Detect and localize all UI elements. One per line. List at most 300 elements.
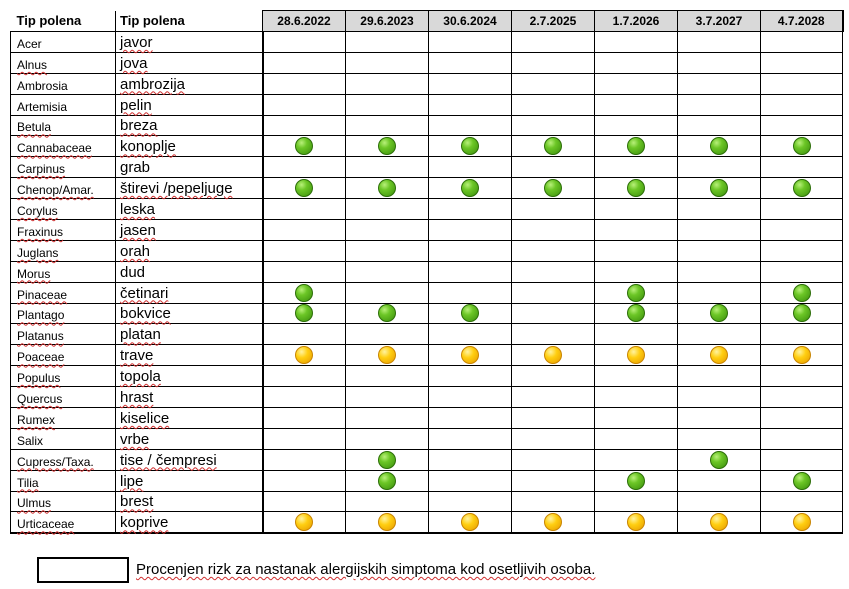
header-date: 4.7.2028 bbox=[761, 11, 843, 32]
risk-cell bbox=[346, 408, 429, 429]
table-row bbox=[11, 94, 843, 115]
latin-name: Plantago bbox=[17, 308, 65, 323]
risk-cell bbox=[346, 428, 429, 449]
risk-cell bbox=[512, 220, 595, 241]
local-name-cell bbox=[116, 261, 263, 282]
risk-cell bbox=[512, 136, 595, 157]
risk-cell bbox=[346, 491, 429, 512]
risk-cell bbox=[595, 73, 678, 94]
green-risk-dot-icon bbox=[378, 304, 396, 322]
latin-name-cell bbox=[11, 261, 116, 282]
risk-cell bbox=[263, 428, 346, 449]
local-name-cell bbox=[116, 220, 263, 241]
risk-cell bbox=[263, 73, 346, 94]
risk-cell bbox=[429, 366, 512, 387]
local-name-cell bbox=[116, 345, 263, 366]
risk-cell bbox=[346, 94, 429, 115]
risk-cell bbox=[263, 491, 346, 512]
yellow-risk-dot-icon bbox=[378, 513, 396, 531]
green-risk-dot-icon bbox=[710, 137, 728, 155]
green-risk-dot-icon bbox=[461, 137, 479, 155]
latin-name: Juglans bbox=[17, 245, 59, 260]
risk-cell bbox=[595, 428, 678, 449]
table-row bbox=[11, 52, 843, 73]
risk-cell bbox=[263, 157, 346, 178]
local-name: orah bbox=[120, 242, 151, 260]
risk-cell bbox=[512, 115, 595, 136]
risk-cell bbox=[512, 32, 595, 53]
risk-cell bbox=[263, 220, 346, 241]
latin-name-cell bbox=[11, 115, 116, 136]
risk-cell bbox=[678, 220, 761, 241]
risk-cell bbox=[761, 261, 843, 282]
risk-cell bbox=[263, 449, 346, 470]
latin-name-cell bbox=[11, 470, 116, 491]
risk-cell bbox=[595, 512, 678, 533]
risk-cell bbox=[761, 220, 843, 241]
latin-name-cell bbox=[11, 73, 116, 94]
latin-name: Ambrosia bbox=[17, 78, 68, 93]
table-row bbox=[11, 220, 843, 241]
risk-cell bbox=[678, 366, 761, 387]
local-name: četinari bbox=[120, 284, 169, 302]
risk-cell bbox=[678, 261, 761, 282]
risk-cell bbox=[761, 366, 843, 387]
risk-cell bbox=[346, 282, 429, 303]
risk-cell bbox=[263, 32, 346, 53]
risk-cell bbox=[429, 136, 512, 157]
local-name-cell bbox=[116, 32, 263, 53]
latin-name-cell bbox=[11, 366, 116, 387]
green-risk-dot-icon bbox=[461, 179, 479, 197]
local-name-cell bbox=[116, 428, 263, 449]
risk-cell bbox=[595, 32, 678, 53]
risk-cell bbox=[346, 261, 429, 282]
yellow-risk-dot-icon bbox=[295, 346, 313, 364]
latin-name-cell bbox=[11, 428, 116, 449]
risk-cell bbox=[595, 408, 678, 429]
risk-cell bbox=[512, 52, 595, 73]
header-row bbox=[11, 11, 843, 32]
latin-name: Poaceae bbox=[17, 350, 65, 365]
risk-cell bbox=[429, 324, 512, 345]
risk-cell bbox=[512, 428, 595, 449]
latin-name-cell bbox=[11, 220, 116, 241]
risk-cell bbox=[595, 136, 678, 157]
risk-cell bbox=[761, 491, 843, 512]
risk-cell bbox=[512, 240, 595, 261]
risk-cell bbox=[512, 408, 595, 429]
green-risk-dot-icon bbox=[710, 451, 728, 469]
risk-cell bbox=[761, 199, 843, 220]
header-date: 2.7.2025 bbox=[512, 11, 595, 32]
risk-cell bbox=[595, 157, 678, 178]
risk-cell bbox=[595, 387, 678, 408]
risk-cell bbox=[678, 428, 761, 449]
local-name: koprive bbox=[120, 514, 169, 532]
local-name-cell bbox=[116, 408, 263, 429]
risk-cell bbox=[429, 220, 512, 241]
risk-cell bbox=[761, 512, 843, 533]
table-row bbox=[11, 449, 843, 470]
header-local-name: Tip polena bbox=[116, 11, 263, 32]
risk-cell bbox=[263, 94, 346, 115]
local-name: trave bbox=[120, 347, 154, 365]
risk-cell bbox=[595, 303, 678, 324]
latin-name: Platanus bbox=[17, 329, 64, 344]
green-risk-dot-icon bbox=[793, 472, 811, 490]
green-risk-dot-icon bbox=[295, 284, 313, 302]
table-row bbox=[11, 345, 843, 366]
header-date: 28.6.2022 bbox=[263, 11, 346, 32]
risk-cell bbox=[678, 115, 761, 136]
latin-name: Fraxinus bbox=[17, 224, 64, 239]
risk-cell bbox=[678, 240, 761, 261]
risk-cell bbox=[678, 136, 761, 157]
risk-cell bbox=[761, 428, 843, 449]
latin-name-cell bbox=[11, 240, 116, 261]
risk-cell bbox=[263, 240, 346, 261]
risk-cell bbox=[761, 324, 843, 345]
yellow-risk-dot-icon bbox=[544, 513, 562, 531]
local-name-cell bbox=[116, 157, 263, 178]
table-row bbox=[11, 240, 843, 261]
latin-name: Chenop/Amar. bbox=[17, 183, 94, 198]
risk-cell bbox=[761, 449, 843, 470]
risk-cell bbox=[429, 157, 512, 178]
green-risk-dot-icon bbox=[793, 304, 811, 322]
latin-name: Cannabaceae bbox=[17, 141, 92, 156]
local-name-cell bbox=[116, 324, 263, 345]
green-risk-dot-icon bbox=[710, 179, 728, 197]
latin-name: Acer bbox=[17, 36, 42, 51]
local-name-cell bbox=[116, 94, 263, 115]
table-row bbox=[11, 408, 843, 429]
risk-cell bbox=[346, 387, 429, 408]
risk-cell bbox=[678, 157, 761, 178]
local-name-cell bbox=[116, 178, 263, 199]
local-name-cell bbox=[116, 303, 263, 324]
risk-cell bbox=[346, 366, 429, 387]
risk-cell bbox=[263, 303, 346, 324]
local-name: lipe bbox=[120, 472, 144, 490]
local-name: bokvice bbox=[120, 305, 171, 323]
risk-cell bbox=[263, 470, 346, 491]
risk-cell bbox=[429, 199, 512, 220]
green-risk-dot-icon bbox=[627, 284, 645, 302]
local-name-cell bbox=[116, 366, 263, 387]
risk-cell bbox=[678, 303, 761, 324]
latin-name: Populus bbox=[17, 371, 61, 386]
latin-name: Pinaceae bbox=[17, 287, 68, 302]
risk-cell bbox=[263, 387, 346, 408]
green-risk-dot-icon bbox=[627, 304, 645, 322]
risk-cell bbox=[512, 387, 595, 408]
table-row bbox=[11, 73, 843, 94]
risk-cell bbox=[595, 449, 678, 470]
green-risk-dot-icon bbox=[793, 284, 811, 302]
risk-cell bbox=[678, 408, 761, 429]
risk-cell bbox=[429, 470, 512, 491]
risk-cell bbox=[595, 52, 678, 73]
risk-cell bbox=[346, 512, 429, 533]
legend-label: Procenjen rizk za nastanak alergijskih simptoma kod osetljivih osoba. bbox=[136, 561, 596, 578]
risk-cell bbox=[429, 303, 512, 324]
risk-cell bbox=[429, 512, 512, 533]
latin-name-cell bbox=[11, 345, 116, 366]
green-risk-dot-icon bbox=[378, 451, 396, 469]
risk-cell bbox=[678, 324, 761, 345]
local-name-cell bbox=[116, 240, 263, 261]
yellow-risk-dot-icon bbox=[544, 346, 562, 364]
local-name: brest bbox=[120, 493, 154, 511]
local-name-cell bbox=[116, 512, 263, 533]
local-name-cell bbox=[116, 73, 263, 94]
risk-cell bbox=[678, 199, 761, 220]
latin-name-cell bbox=[11, 32, 116, 53]
green-risk-dot-icon bbox=[378, 179, 396, 197]
risk-cell bbox=[595, 324, 678, 345]
risk-cell bbox=[346, 178, 429, 199]
risk-cell bbox=[263, 324, 346, 345]
latin-name: Tilia bbox=[17, 475, 39, 490]
local-name: grab bbox=[120, 159, 151, 177]
local-name: ambrozija bbox=[120, 75, 186, 93]
risk-cell bbox=[761, 282, 843, 303]
risk-cell bbox=[595, 240, 678, 261]
risk-cell bbox=[761, 52, 843, 73]
risk-cell bbox=[346, 157, 429, 178]
risk-cell bbox=[429, 491, 512, 512]
latin-name: Ulmus bbox=[17, 496, 52, 511]
latin-name: Cupress/Taxa. bbox=[17, 454, 94, 469]
risk-cell bbox=[429, 387, 512, 408]
local-name-cell bbox=[116, 136, 263, 157]
risk-cell bbox=[678, 470, 761, 491]
risk-cell bbox=[678, 94, 761, 115]
local-name: jasen bbox=[120, 221, 156, 239]
risk-cell bbox=[512, 345, 595, 366]
local-name: pelin bbox=[120, 96, 152, 114]
header-date: 3.7.2027 bbox=[678, 11, 761, 32]
header-date: 1.7.2026 bbox=[595, 11, 678, 32]
risk-cell bbox=[429, 52, 512, 73]
pollen-risk-table bbox=[10, 10, 844, 534]
latin-name-cell bbox=[11, 199, 116, 220]
table-row bbox=[11, 115, 843, 136]
risk-cell bbox=[346, 345, 429, 366]
table-row bbox=[11, 178, 843, 199]
risk-cell bbox=[512, 94, 595, 115]
table-row bbox=[11, 136, 843, 157]
table-row bbox=[11, 387, 843, 408]
risk-cell bbox=[429, 345, 512, 366]
yellow-risk-dot-icon bbox=[793, 513, 811, 531]
risk-cell bbox=[346, 324, 429, 345]
risk-cell bbox=[263, 136, 346, 157]
risk-cell bbox=[429, 449, 512, 470]
risk-cell bbox=[512, 73, 595, 94]
green-risk-dot-icon bbox=[378, 137, 396, 155]
risk-cell bbox=[429, 408, 512, 429]
risk-cell bbox=[595, 178, 678, 199]
local-name: hrast bbox=[120, 389, 154, 407]
green-risk-dot-icon bbox=[627, 472, 645, 490]
risk-cell bbox=[346, 220, 429, 241]
risk-cell bbox=[512, 512, 595, 533]
latin-name-cell bbox=[11, 491, 116, 512]
green-risk-dot-icon bbox=[544, 179, 562, 197]
risk-cell bbox=[263, 115, 346, 136]
risk-cell bbox=[346, 32, 429, 53]
latin-name-cell bbox=[11, 157, 116, 178]
latin-name: Urticaceae bbox=[17, 517, 75, 532]
risk-cell bbox=[512, 491, 595, 512]
latin-name-cell bbox=[11, 512, 116, 533]
latin-name: Rumex bbox=[17, 412, 56, 427]
risk-cell bbox=[263, 512, 346, 533]
risk-cell bbox=[678, 32, 761, 53]
latin-name-cell bbox=[11, 324, 116, 345]
risk-cell bbox=[512, 157, 595, 178]
local-name: dud bbox=[120, 263, 146, 281]
risk-cell bbox=[263, 366, 346, 387]
latin-name-cell bbox=[11, 94, 116, 115]
risk-cell bbox=[678, 52, 761, 73]
green-risk-dot-icon bbox=[627, 179, 645, 197]
risk-cell bbox=[761, 240, 843, 261]
risk-cell bbox=[512, 199, 595, 220]
risk-cell bbox=[346, 303, 429, 324]
header-date: 29.6.2023 bbox=[346, 11, 429, 32]
latin-name-cell bbox=[11, 136, 116, 157]
risk-cell bbox=[595, 366, 678, 387]
risk-cell bbox=[429, 115, 512, 136]
local-name-cell bbox=[116, 449, 263, 470]
header-date: 30.6.2024 bbox=[429, 11, 512, 32]
risk-cell bbox=[761, 408, 843, 429]
table-row bbox=[11, 303, 843, 324]
risk-cell bbox=[429, 428, 512, 449]
table-row bbox=[11, 512, 843, 533]
latin-name: Artemisia bbox=[17, 99, 68, 114]
risk-cell bbox=[429, 178, 512, 199]
latin-name-cell bbox=[11, 408, 116, 429]
local-name: breza bbox=[120, 117, 158, 135]
local-name: konoplje bbox=[120, 138, 176, 156]
risk-cell bbox=[678, 491, 761, 512]
latin-name-cell bbox=[11, 449, 116, 470]
green-risk-dot-icon bbox=[378, 472, 396, 490]
local-name-cell bbox=[116, 115, 263, 136]
legend-swatch bbox=[37, 557, 129, 583]
risk-cell bbox=[595, 345, 678, 366]
risk-cell bbox=[761, 387, 843, 408]
risk-cell bbox=[512, 470, 595, 491]
risk-cell bbox=[346, 240, 429, 261]
local-name: tise / čempresi bbox=[120, 451, 217, 469]
yellow-risk-dot-icon bbox=[295, 513, 313, 531]
latin-name-cell bbox=[11, 303, 116, 324]
latin-name: Betula bbox=[17, 120, 52, 135]
risk-cell bbox=[346, 73, 429, 94]
risk-cell bbox=[512, 282, 595, 303]
risk-cell bbox=[678, 282, 761, 303]
local-name: platan bbox=[120, 326, 161, 344]
table-row bbox=[11, 366, 843, 387]
green-risk-dot-icon bbox=[461, 304, 479, 322]
green-risk-dot-icon bbox=[295, 179, 313, 197]
yellow-risk-dot-icon bbox=[793, 346, 811, 364]
risk-cell bbox=[346, 52, 429, 73]
table-row bbox=[11, 157, 843, 178]
table-row bbox=[11, 32, 843, 53]
latin-name: Salix bbox=[17, 433, 44, 448]
risk-cell bbox=[346, 449, 429, 470]
local-name: javor bbox=[120, 33, 153, 51]
risk-cell bbox=[263, 282, 346, 303]
yellow-risk-dot-icon bbox=[627, 346, 645, 364]
risk-cell bbox=[761, 73, 843, 94]
risk-cell bbox=[761, 157, 843, 178]
latin-name: Morus bbox=[17, 266, 51, 281]
local-name: jova bbox=[120, 54, 148, 72]
risk-cell bbox=[512, 324, 595, 345]
risk-cell bbox=[761, 32, 843, 53]
risk-cell bbox=[761, 470, 843, 491]
risk-cell bbox=[678, 512, 761, 533]
latin-name: Alnus bbox=[17, 57, 48, 72]
table-row bbox=[11, 491, 843, 512]
latin-name: Carpinus bbox=[17, 162, 66, 177]
local-name: kiselice bbox=[120, 409, 170, 427]
risk-cell bbox=[678, 178, 761, 199]
local-name-cell bbox=[116, 387, 263, 408]
latin-name: Quercus bbox=[17, 392, 63, 407]
risk-cell bbox=[595, 282, 678, 303]
local-name: leska bbox=[120, 201, 156, 219]
local-name-cell bbox=[116, 282, 263, 303]
risk-cell bbox=[429, 282, 512, 303]
risk-cell bbox=[429, 240, 512, 261]
green-risk-dot-icon bbox=[544, 137, 562, 155]
risk-cell bbox=[595, 470, 678, 491]
green-risk-dot-icon bbox=[793, 179, 811, 197]
risk-cell bbox=[263, 345, 346, 366]
risk-cell bbox=[761, 345, 843, 366]
risk-cell bbox=[429, 261, 512, 282]
local-name-cell bbox=[116, 491, 263, 512]
latin-name-cell bbox=[11, 387, 116, 408]
risk-cell bbox=[761, 178, 843, 199]
risk-cell bbox=[346, 115, 429, 136]
risk-cell bbox=[761, 136, 843, 157]
green-risk-dot-icon bbox=[627, 137, 645, 155]
risk-cell bbox=[263, 178, 346, 199]
risk-cell bbox=[678, 449, 761, 470]
risk-cell bbox=[263, 261, 346, 282]
risk-cell bbox=[429, 94, 512, 115]
yellow-risk-dot-icon bbox=[378, 346, 396, 364]
latin-name-cell bbox=[11, 282, 116, 303]
risk-cell bbox=[761, 115, 843, 136]
risk-cell bbox=[512, 178, 595, 199]
risk-cell bbox=[429, 32, 512, 53]
risk-cell bbox=[346, 136, 429, 157]
yellow-risk-dot-icon bbox=[710, 346, 728, 364]
risk-cell bbox=[595, 491, 678, 512]
table-row bbox=[11, 282, 843, 303]
